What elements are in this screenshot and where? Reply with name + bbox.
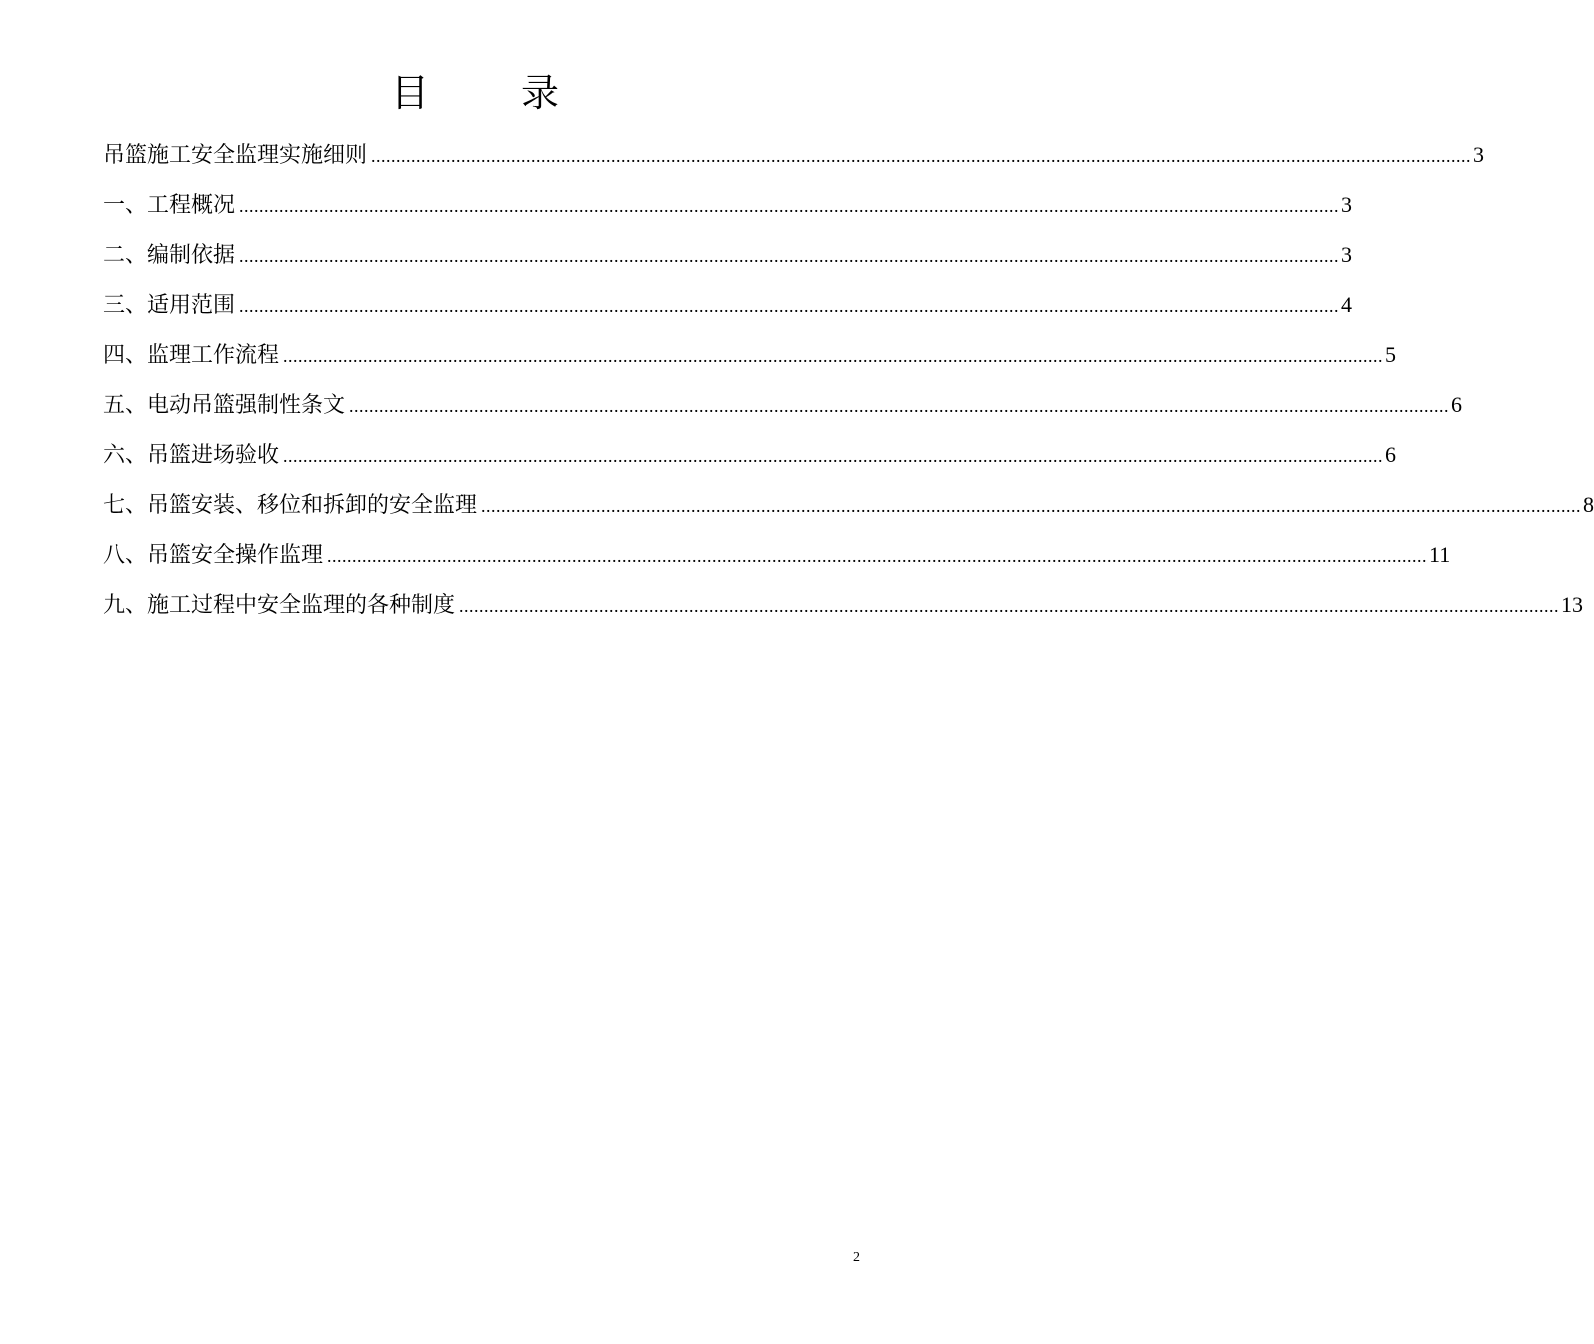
toc-entry[interactable] [103, 440, 1397, 490]
toc-entry-page: 4 [1341, 292, 1353, 317]
toc-entry-page: 6 [1451, 392, 1463, 417]
toc-entry-label: 四、监理工作流程 [103, 343, 280, 368]
toc-entry-label: 八、吊篮安全操作监理 [103, 543, 324, 568]
toc-entry-label: 一、工程概况 [103, 193, 236, 218]
toc-entry[interactable] [103, 490, 1594, 540]
toc-entry[interactable] [103, 390, 1463, 440]
toc-dot-leader: ............................................................................................................................................................................................................................ [371, 146, 1472, 166]
toc-entry-page: 8 [1583, 492, 1594, 517]
toc-entry[interactable] [103, 290, 1353, 340]
toc-dot-leader: ............................................................................................................................................................................................................................ [349, 396, 1450, 416]
toc-entry[interactable] [103, 240, 1353, 290]
toc-entry-page: 13 [1561, 592, 1584, 617]
toc-dot-leader: ............................................................................................................................................................................................................................ [283, 446, 1384, 466]
toc-dot-leader: ............................................................................................................................................................................................................................ [481, 496, 1582, 516]
toc-entry-page: 3 [1341, 242, 1353, 267]
toc-dot-leader: ............................................................................................................................................................................................................................ [239, 246, 1340, 266]
toc-dot-leader: ............................................................................................................................................................................................................................ [283, 346, 1384, 366]
toc-entry-label: 五、电动吊篮强制性条文 [103, 393, 346, 418]
page-number: 2 [853, 1250, 860, 1265]
toc-entry-label: 六、吊篮进场验收 [103, 443, 280, 468]
toc-entry-page: 11 [1429, 542, 1451, 567]
toc-entry[interactable] [103, 190, 1353, 240]
page-title: 目 录 [390, 71, 600, 115]
toc-entry-label: 三、适用范围 [103, 293, 236, 318]
toc-entry-page: 5 [1385, 342, 1397, 367]
toc-entry-label: 七、吊篮安装、移位和拆卸的安全监理 [103, 493, 478, 518]
toc-dot-leader: ............................................................................................................................................................................................................................ [239, 196, 1340, 216]
toc-dot-leader: ............................................................................................................................................................................................................................ [239, 296, 1340, 316]
toc-dot-leader: ............................................................................................................................................................................................................................ [459, 596, 1560, 616]
toc-entry[interactable] [103, 590, 1584, 640]
toc-entry[interactable] [103, 140, 1485, 190]
toc-entry-label: 二、编制依据 [103, 243, 236, 268]
toc-list [103, 140, 1594, 640]
toc-entry-label: 九、施工过程中安全监理的各种制度 [103, 593, 456, 618]
toc-entry[interactable] [103, 540, 1451, 590]
toc-entry-label: 吊篮施工安全监理实施细则 [103, 143, 368, 168]
toc-entry-page: 6 [1385, 442, 1397, 467]
toc-entry-page: 3 [1341, 192, 1353, 217]
toc-dot-leader: ............................................................................................................................................................................................................................ [327, 546, 1428, 566]
toc-entry[interactable] [103, 340, 1397, 390]
toc-entry-page: 3 [1473, 142, 1485, 167]
